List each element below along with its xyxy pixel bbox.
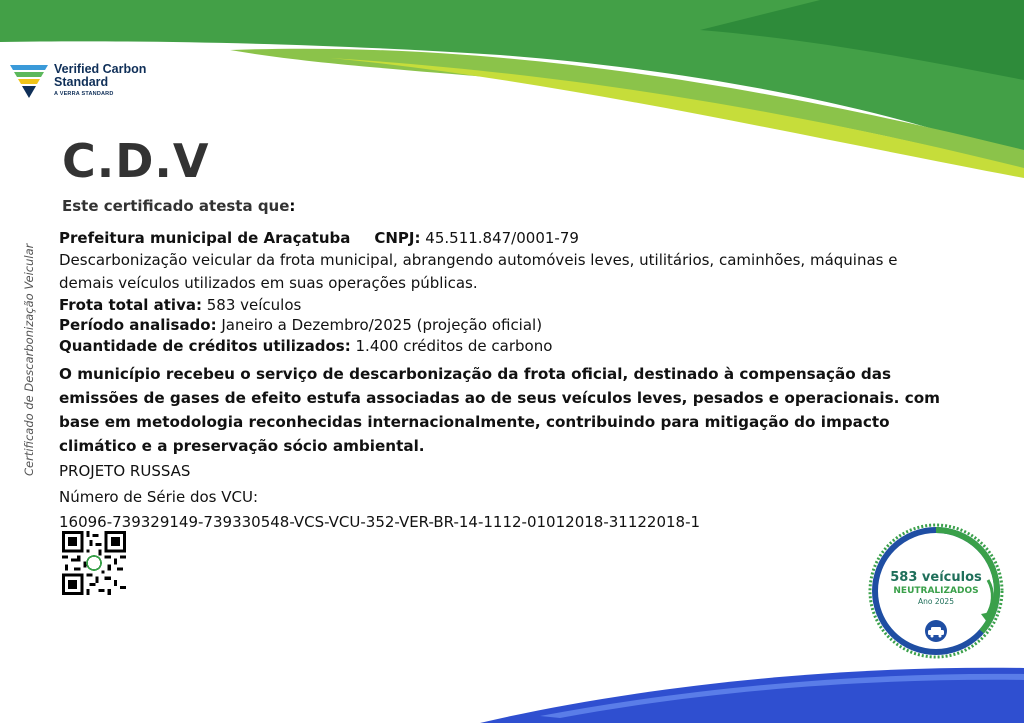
period-line: [59, 315, 939, 336]
attests-colon: :: [289, 197, 296, 215]
cnpj-label: CNPJ:: [374, 229, 421, 247]
description: Descarbonização veicular da frota municipal, abrangendo automóveis leves, utilitários, caminhões, máquinas e demais veículos utilizados em suas operações públicas.: [59, 250, 898, 292]
seal-count: 583 veículos: [890, 570, 982, 585]
qr-center-logo: [87, 556, 101, 570]
certificate-title: C.D.V: [62, 134, 210, 188]
period-label: Período analisado:: [59, 316, 217, 334]
seal-label: NEUTRALIZADOS: [893, 586, 979, 596]
vertical-sidebar-label: Certificado de Descarbonização Veicular: [22, 243, 36, 476]
car-icon: [925, 620, 947, 642]
fleet-line: [59, 295, 939, 316]
project-name: PROJETO RUSSAS: [59, 462, 191, 480]
qr-code-icon[interactable]: [62, 531, 126, 595]
serial-value: 16096-739329149-739330548-VCS-VCU-352-VER-BR-14-1112-01012018-31122018-1: [59, 513, 701, 531]
fleet-label: Frota total ativa:: [59, 295, 202, 314]
logo-subtitle: A VERRA STANDARD: [54, 91, 114, 97]
entity-line: [59, 228, 939, 249]
credits-line: [59, 336, 939, 357]
logo-line-2: Standard: [54, 75, 109, 89]
vcs-logo: [10, 63, 146, 99]
attests-heading: [62, 197, 295, 215]
period-value: Janeiro a Dezembro/2025 (projeção oficial): [221, 316, 543, 334]
certificate-body: [59, 228, 939, 535]
seal-text: [863, 570, 1009, 606]
credits-value: 1.400 créditos de carbono: [355, 336, 553, 355]
serial-label: Número de Série dos VCU:: [59, 487, 258, 506]
statement: O município recebeu o serviço de descarbonização da frota oficial, destinado à compensação das emissões de gases de efeito estufa associadas ao de seus veículos leves, pesados e operacionais. com base em metodologia reconhecidas internacionalmente, contribuindo para mitigação do impacto climático e a preservação sócio ambiental.: [59, 365, 940, 455]
verra-logo-icon: [10, 63, 48, 99]
cnpj-value: 45.511.847/0001-79: [425, 229, 579, 247]
credits-label: Quantidade de créditos utilizados:: [59, 336, 351, 355]
fleet-value: 583 veículos: [206, 295, 302, 314]
attests-text: Este certificado atesta que: [62, 197, 290, 215]
logo-line-1: Verified Carbon: [54, 62, 147, 76]
entity-name: Prefeitura municipal de Araçatuba: [59, 229, 351, 247]
seal-year: Ano 2025: [918, 597, 954, 606]
